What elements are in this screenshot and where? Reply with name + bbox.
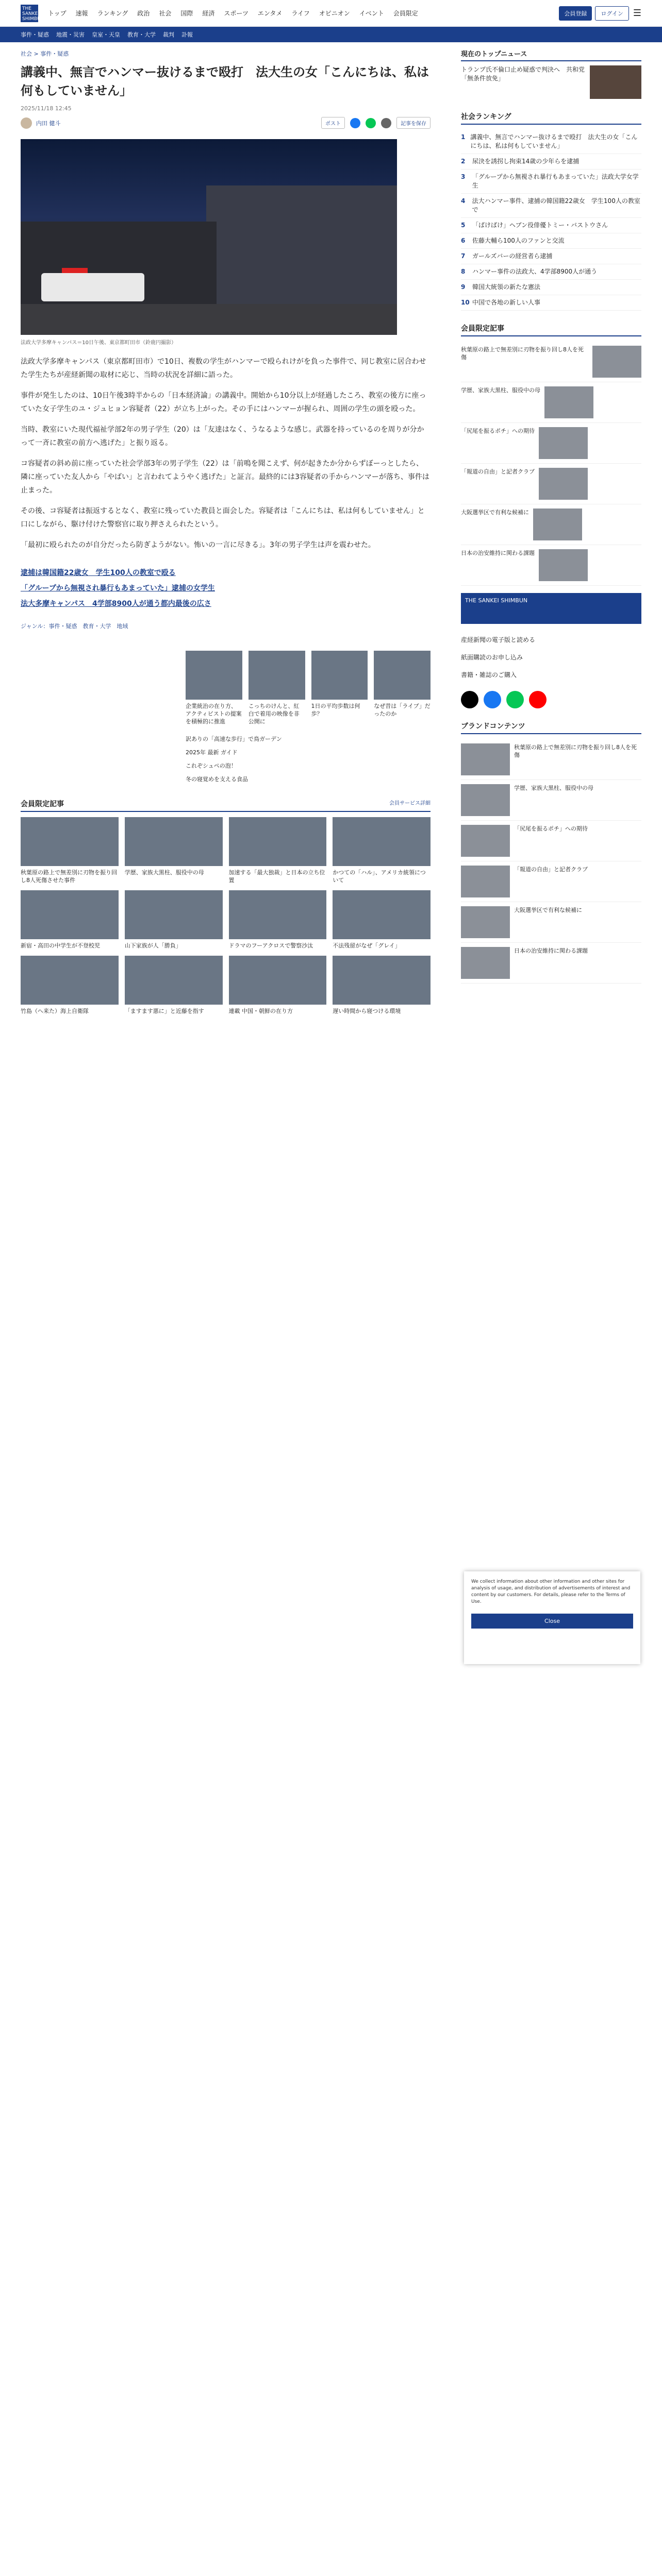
ranking-item[interactable] xyxy=(461,249,641,264)
related-link[interactable]: 逮捕は韓国籍22歳女 学生100人の教室で殴る xyxy=(21,569,176,577)
side-member-photo xyxy=(539,468,588,500)
related-links xyxy=(21,567,431,608)
recommend-text[interactable]: これぞシュペの泡！ xyxy=(186,762,237,769)
related-link[interactable]: 「グループから無視され暴行もあまっていた」逮捕の女学生 xyxy=(21,584,215,592)
recommend-grid xyxy=(186,651,431,725)
ranking-item[interactable] xyxy=(461,295,641,311)
article-date: 2025/11/18 12:45 xyxy=(21,105,72,112)
youtube-icon[interactable] xyxy=(529,691,547,708)
side-member-photo xyxy=(533,509,582,540)
side-member-text: 大阪選挙区で有利な候補に xyxy=(461,509,529,516)
brand-item[interactable] xyxy=(461,861,641,902)
member-photo xyxy=(125,956,223,1005)
nav-item[interactable]: 国際 xyxy=(180,10,193,17)
member-card[interactable] xyxy=(125,817,223,884)
member-grid xyxy=(21,817,431,1015)
nav-item[interactable]: ランキング xyxy=(97,10,128,17)
article-paragraph: 「最初に殴られたのが自分だったら防ぎようがない。怖いの一言に尽きる」。3年の男子学生は声を震わせた。 xyxy=(21,541,375,549)
ranking-text: 法大ハンマー事件、逮捕の韓国籍22歳女 学生100人の教室で xyxy=(472,197,640,213)
ranking-text: 「ばけばけ」ヘブン役俳優トミー・バストウさん xyxy=(472,222,608,229)
nav-item[interactable]: エンタメ xyxy=(257,10,283,17)
brand-photo xyxy=(461,906,510,938)
side-member-text: 学歴、家族大黒柱、服役中の母 xyxy=(461,387,540,394)
cookie-text: We collect information about other information and other sites for analysis of usage, and distribution of advertisements of interest and content by our customers. For details, please refer to the Terms of Use. xyxy=(471,1579,631,1604)
article-paragraph: 法政大学多摩キャンパス（東京都町田市）で10日、複数の学生がハンマーで殴られけがを負った事件で、同じ教室に居合わせた学生たちが産経新聞の取材に応じ、当時の状況を詳細に語った。 xyxy=(21,358,426,379)
brand-item[interactable] xyxy=(461,821,641,861)
related-link[interactable]: 法大多摩キャンパス 4学部8900人が通う都内最後の広さ xyxy=(21,600,211,608)
ranking-number: 10 xyxy=(461,299,470,306)
ranking-text: 佐藤大輔ら100人のファンと交流 xyxy=(472,237,565,244)
side-member-item[interactable] xyxy=(461,504,641,545)
nav-item[interactable]: スポーツ xyxy=(224,10,249,17)
article-paragraph: その後、コ容疑者は振返するとなく、教室に残っていた教員と面会した。容疑者は「こんにちは、私は何もしていません」と口にしながら、駆け付けた警察官に取り押さえられたという。 xyxy=(21,507,425,529)
recommend-photo xyxy=(186,651,242,700)
side-member-item[interactable] xyxy=(461,464,641,504)
author-name[interactable]: 内田 健斗 xyxy=(36,120,61,127)
member-section-title: 会員限定記事 xyxy=(21,800,64,808)
genre-tags[interactable]: ジャンル：事件・疑惑 教育・大学 地域 xyxy=(21,623,128,630)
article-title: 講義中、無言でハンマー抜けるまで殴打 法大生の女「こんにちは、私は何もしていません」 xyxy=(21,65,429,98)
member-card[interactable] xyxy=(21,817,119,884)
brand-photo xyxy=(461,825,510,857)
brand-title: ブランドコンテンツ xyxy=(461,722,525,731)
global-nav xyxy=(43,9,559,18)
share-bar xyxy=(321,117,431,129)
breadcrumb[interactable]: 社会 > 事件・疑惑 xyxy=(21,50,69,57)
member-photo xyxy=(333,956,431,1005)
brand-photo xyxy=(461,947,510,979)
recommend-photo xyxy=(311,651,368,700)
member-title: 「ますます悪に」と近藤を指す xyxy=(124,1008,204,1014)
ranking-list xyxy=(461,130,641,311)
subnav-item[interactable]: 事件・疑惑 xyxy=(21,31,49,38)
top-news-item[interactable] xyxy=(461,65,641,99)
photo-caption: 法政大学多摩キャンパス＝10日午後、東京都町田市（鈴鹿円撮影） xyxy=(21,340,177,346)
side-member-text: 「尻尾を振るポチ」への期待 xyxy=(461,428,535,434)
subnav-item[interactable]: 皇室・天皇 xyxy=(92,31,120,38)
member-photo xyxy=(333,890,431,939)
subnav-item[interactable]: 地震・災害 xyxy=(56,31,85,38)
member-card[interactable] xyxy=(125,890,223,950)
brand-item[interactable] xyxy=(461,943,641,984)
member-title: 山下家族が人「勝負」 xyxy=(124,942,181,949)
member-title: ドラマのフーアクロスで警察沙汰 xyxy=(228,942,313,949)
side-member-title: 会員限定記事 xyxy=(461,325,504,333)
x-icon[interactable] xyxy=(461,691,478,708)
recommend-title: なぜ昔は「ライブ」だったのか xyxy=(374,703,431,717)
recommend-text[interactable]: 訳ありの「高速な歩行」で鳥ガーデン xyxy=(186,736,282,742)
line-icon[interactable] xyxy=(506,691,524,708)
author-row xyxy=(21,117,431,129)
nav-item[interactable]: 速報 xyxy=(75,10,88,17)
ranking-item[interactable] xyxy=(461,130,641,154)
recommend-text-list xyxy=(186,733,431,786)
side-links xyxy=(461,631,641,684)
side-link[interactable]: 書籍・雑誌のご購入 xyxy=(461,671,517,679)
brand-photo xyxy=(461,866,510,897)
side-member-item[interactable] xyxy=(461,423,641,464)
side-member-photo xyxy=(539,427,588,459)
post-button[interactable]: ポスト xyxy=(321,117,345,129)
recommend-title: こっちのけんと、紅白で着用の映像を非公開に xyxy=(248,703,300,725)
side-member-photo xyxy=(544,386,593,418)
member-card[interactable] xyxy=(21,890,119,950)
member-photo xyxy=(21,890,119,939)
member-photo xyxy=(125,890,223,939)
line-icon[interactable] xyxy=(366,118,376,128)
menu-icon[interactable]: ☰ xyxy=(633,8,641,19)
brand-list xyxy=(461,739,641,984)
brand-item[interactable] xyxy=(461,739,641,780)
cookie-close-button[interactable]: Close xyxy=(471,1614,633,1629)
side-member-text: 日本の治安維持に関わる課題 xyxy=(461,550,535,556)
subnav-item[interactable]: 教育・大学 xyxy=(127,31,156,38)
brand-item[interactable] xyxy=(461,780,641,821)
ranking-number: 3 xyxy=(461,173,466,180)
ranking-text: 中国で各地の新しい人事 xyxy=(472,299,541,306)
side-member-photo xyxy=(539,549,588,581)
ranking-text: ガールズバーの経営者ら逮捕 xyxy=(472,252,553,260)
member-photo xyxy=(125,817,223,866)
link-icon[interactable] xyxy=(381,118,391,128)
member-button[interactable]: 会員登録 xyxy=(559,6,592,21)
member-card[interactable] xyxy=(229,956,327,1015)
avatar xyxy=(21,117,32,129)
subnav-item[interactable]: 訃報 xyxy=(181,31,193,38)
member-photo xyxy=(333,817,431,866)
recommend-text[interactable]: 2025年 最新 ガイド xyxy=(186,749,238,756)
side-member-item[interactable] xyxy=(461,545,641,586)
member-title: 加速する「最大独裁」と日本の立ち位置 xyxy=(228,869,325,884)
nav-item[interactable]: 会員限定 xyxy=(393,10,418,17)
sidebar xyxy=(461,42,641,1015)
ranking-number: 8 xyxy=(461,268,466,275)
ranking-item[interactable] xyxy=(461,233,641,249)
side-member-item[interactable] xyxy=(461,382,641,423)
side-member-photo xyxy=(592,346,641,378)
member-section-header xyxy=(21,799,431,812)
side-link[interactable]: 産経新聞の電子版と読める xyxy=(461,636,536,643)
member-card[interactable] xyxy=(333,890,431,950)
ranking-item[interactable] xyxy=(461,170,641,194)
ranking-text: 韓国大統領の新たな憲法 xyxy=(472,283,541,291)
member-photo xyxy=(229,817,327,866)
member-title: 新宿・高田の中学生が不登校児 xyxy=(21,942,100,949)
recommend-title: 1日の平均歩数は何歩？ xyxy=(311,703,360,717)
article-photo xyxy=(21,139,397,335)
recommend-card[interactable] xyxy=(311,651,368,725)
ranking-text: ハンマー事件の法政大、4学部8900人が通う xyxy=(472,268,598,275)
side-member-list xyxy=(461,342,641,586)
brand-text: 日本の治安維持に関わる課題 xyxy=(514,947,588,954)
member-photo xyxy=(21,817,119,866)
member-title: かつての「ハル」、アメリカ統領について xyxy=(333,869,426,884)
ranking-number: 4 xyxy=(461,197,466,205)
nav-item[interactable]: オピニオン xyxy=(319,10,350,17)
top-news-photo xyxy=(590,65,641,99)
member-title: 竹島（へ来た）海上自衛隊 xyxy=(21,1008,89,1014)
brand-text: 「尻尾を振るポチ」への期待 xyxy=(514,825,588,832)
ranking-number: 5 xyxy=(461,222,466,229)
login-button[interactable]: ログイン xyxy=(595,6,628,21)
ranking-item[interactable] xyxy=(461,280,641,295)
member-card[interactable] xyxy=(333,817,431,884)
promo-banner[interactable]: THE SANKEI SHIMBUN xyxy=(461,593,641,624)
brand-text: 秋葉原の路上で無差別に刃物を振り回し8人を死傷 xyxy=(514,744,637,758)
member-card[interactable] xyxy=(125,956,223,1015)
member-photo xyxy=(229,890,327,939)
ranking-item[interactable] xyxy=(461,218,641,233)
member-title: 連載 中国・朝鮮の在り方 xyxy=(228,1008,293,1014)
member-card[interactable] xyxy=(333,956,431,1015)
article-paragraph: 事件が発生したのは、10日午後3時半からの「日本経済論」の講義中。開始から10分以上が経過したころ、教室の後方に座っていた女子学生のユ・ジュヒョン容疑者（22）が立ち上がった。その手にはハンマーが握られ、周囲の学生の頭を殴った。 xyxy=(21,392,426,413)
member-photo xyxy=(21,956,119,1005)
member-photo xyxy=(229,956,327,1005)
brand-text: 「報道の自由」と記者クラブ xyxy=(514,866,588,873)
ranking-title: 社会ランキング xyxy=(461,113,511,121)
ranking-number: 9 xyxy=(461,283,466,291)
ranking-number: 7 xyxy=(461,252,466,260)
top-news-title: 現在のトップニュース xyxy=(461,48,641,61)
ranking-text: 尿決を誘拐し拘束14歳の少年らを逮捕 xyxy=(472,158,580,165)
ranking-text: 講義中、無言でハンマー抜けるまで殴打 法大生の女「こんにちは、私は何もしていません」 xyxy=(470,133,638,149)
brand-item[interactable] xyxy=(461,902,641,943)
member-section-more[interactable]: 会員サービス詳細 xyxy=(389,801,431,806)
ranking-number: 6 xyxy=(461,237,466,244)
ranking-item[interactable] xyxy=(461,194,641,218)
sub-nav xyxy=(0,27,662,42)
recommend-text[interactable]: 冬の寝覚めを支える食品 xyxy=(186,776,248,783)
brand-photo xyxy=(461,743,510,775)
subnav-item[interactable]: 裁判 xyxy=(163,31,174,38)
facebook-icon[interactable] xyxy=(484,691,501,708)
ranking-number: 1 xyxy=(461,133,466,141)
article-paragraph: 当時、教室にいた現代福祉学部2年の男子学生（20）は「友達はなく、うなるような感じ。武器を持っているのを周りが分かって一斉に教室の前方へ逃げた」と振り返る。 xyxy=(21,426,424,447)
brand-text: 大阪選挙区で有利な候補に xyxy=(514,907,582,913)
recommend-card[interactable] xyxy=(249,651,305,725)
top-news-text: トランプ氏不倫口止め疑惑で判決へ 共和党「無条件放免」 xyxy=(461,66,585,82)
side-link[interactable]: 紙面購読のお申し込み xyxy=(461,654,523,661)
article-main xyxy=(21,42,431,1015)
member-card[interactable] xyxy=(21,956,119,1015)
nav-item[interactable]: ライフ xyxy=(291,10,310,17)
brand-photo xyxy=(461,784,510,816)
nav-item[interactable]: イベント xyxy=(359,10,384,17)
nav-item[interactable]: 経済 xyxy=(202,10,215,17)
site-logo[interactable]: THE SANKEI SHIMBUN xyxy=(21,5,38,22)
side-member-text: 秋葉原の路上で無差別に刃物を振り回し8人を死傷 xyxy=(461,346,584,361)
nav-item[interactable]: トップ xyxy=(48,10,67,17)
member-title: 不法残留がなぜ「グレイ」 xyxy=(333,942,401,949)
side-member-text: 「報道の自由」と記者クラブ xyxy=(461,468,535,475)
facebook-icon[interactable] xyxy=(350,118,360,128)
ranking-text: 「グループから無視され暴行もあまっていた」法政大学女学生 xyxy=(472,173,639,189)
social-icons xyxy=(461,691,641,708)
ranking-number: 2 xyxy=(461,158,466,165)
nav-item[interactable]: 社会 xyxy=(159,10,172,17)
recommend-photo xyxy=(249,651,305,700)
side-member-item[interactable] xyxy=(461,342,641,382)
ranking-item[interactable] xyxy=(461,264,641,280)
save-button[interactable]: 記事を保存 xyxy=(396,117,431,129)
ranking-item[interactable] xyxy=(461,154,641,170)
member-title: 遅い時間から寝つける環境 xyxy=(333,1008,401,1014)
article-body xyxy=(21,355,431,552)
recommend-photo xyxy=(374,651,431,700)
member-card[interactable] xyxy=(229,817,327,884)
member-card[interactable] xyxy=(229,890,327,950)
member-title: 学歴、家族大黒柱、服役中の母 xyxy=(124,869,204,876)
brand-text: 学歴、家族大黒柱、服役中の母 xyxy=(514,785,593,791)
cookie-dialog xyxy=(464,1571,640,1664)
top-bar xyxy=(0,0,662,27)
recommend-card[interactable] xyxy=(186,651,242,725)
member-title: 秋葉原の路上で無差別に刃物を振り回し8人死傷させた事件 xyxy=(21,869,117,884)
article-paragraph: コ容疑者の斜め前に座っていた社会学部3年の男子学生（22）は「前鳴を聞こえず、何が起きたか分からずぼーっとしたら、隣に座っていた友人から「やばい」と言われてようやく逃げた」と証言。最終的には3容疑者の手からハンマーが落ち、事件は止まった。 xyxy=(21,460,429,495)
nav-item[interactable]: 政治 xyxy=(137,10,150,17)
recommend-card[interactable] xyxy=(374,651,431,725)
recommend-title: 企業統治の在り方、アクティビストの提案を積極的に推進 xyxy=(186,703,242,725)
